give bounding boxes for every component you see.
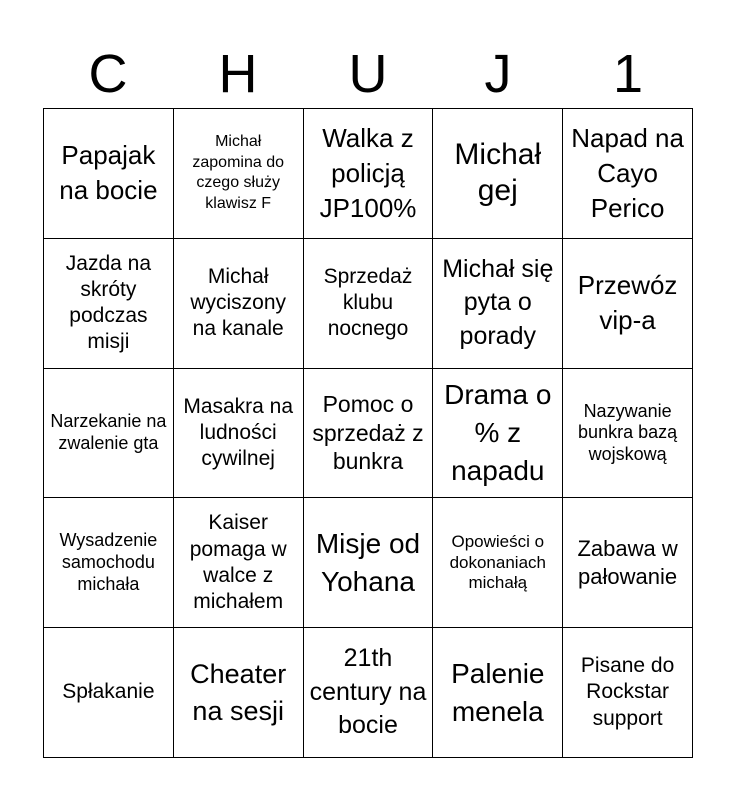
cell-text: Kaiser pomaga w walce z michałem: [189, 511, 287, 614]
cell-text: Cheater na sesji: [190, 659, 287, 726]
bingo-cell[interactable]: [174, 498, 304, 628]
cell-text: Sprzedaż klubu nocnego: [323, 264, 413, 341]
bingo-cell[interactable]: [563, 109, 693, 239]
bingo-cell[interactable]: [44, 109, 174, 239]
cell-text: Michał wyciszony na kanale: [190, 264, 287, 341]
bingo-cell[interactable]: [433, 239, 563, 369]
bingo-cell[interactable]: [44, 239, 174, 369]
cell-text: Spłakanie: [62, 680, 155, 704]
cell-text: Misje od Yohana: [315, 527, 421, 597]
bingo-cell[interactable]: [174, 239, 304, 369]
bingo-cell[interactable]: [304, 498, 434, 628]
bingo-cell[interactable]: [433, 628, 563, 758]
cell-text: Jazda na skróty podczas misji: [65, 251, 151, 354]
cell-text: Michał zapomina do czego służy klawisz F: [192, 132, 284, 213]
cell-text: Pisane do Rockstar support: [580, 654, 675, 730]
cell-text: Wysadzenie samochodu michała: [59, 530, 158, 594]
bingo-cell[interactable]: [563, 369, 693, 499]
bingo-cell[interactable]: [563, 239, 693, 369]
bingo-cell[interactable]: [433, 498, 563, 628]
bingo-cell[interactable]: [174, 109, 304, 239]
cell-text: Przewóz vip-a: [577, 270, 678, 336]
bingo-cell[interactable]: [44, 628, 174, 758]
bingo-cell[interactable]: [433, 369, 563, 499]
bingo-cell[interactable]: [44, 369, 174, 499]
bingo-header: [43, 40, 693, 108]
cell-text: Michał gej: [454, 137, 542, 208]
cell-text: Pomoc o sprzedaż z bunkra: [312, 390, 424, 475]
bingo-cell[interactable]: [304, 369, 434, 499]
bingo-cell[interactable]: [563, 628, 693, 758]
header-letter-3: U: [348, 44, 388, 104]
bingo-cell[interactable]: [174, 369, 304, 499]
cell-text: Opowieści o dokonaniach michałą: [449, 532, 546, 592]
cell-text: Palenie menela: [451, 657, 545, 727]
cell-text: Napad na Cayo Perico: [571, 122, 684, 223]
cell-text: Masakra na ludności cywilnej: [183, 394, 294, 471]
cell-text: 21th century na bocie: [309, 643, 427, 740]
cell-text: Nazywanie bunkra bazą wojskową: [578, 400, 678, 464]
cell-text: Papajak na bocie: [59, 140, 158, 206]
header-letter-2: H: [218, 44, 258, 104]
bingo-cell[interactable]: [44, 498, 174, 628]
header-letter-4: J: [484, 44, 512, 104]
bingo-cell[interactable]: [304, 109, 434, 239]
bingo-cell[interactable]: [174, 628, 304, 758]
cell-text: Narzekanie na zwalenie gta: [50, 411, 167, 453]
bingo-cell[interactable]: [304, 239, 434, 369]
bingo-cell[interactable]: [563, 498, 693, 628]
cell-text: Walka z policją JP100%: [319, 122, 417, 223]
cell-text: Michał się pyta o porady: [442, 254, 554, 351]
header-letter-5: 1: [612, 44, 644, 104]
bingo-cell[interactable]: [433, 109, 563, 239]
bingo-grid: [43, 108, 693, 758]
bingo-cell[interactable]: [304, 628, 434, 758]
header-letter-1: C: [88, 44, 128, 104]
cell-text: Zabawa w pałowanie: [577, 536, 678, 589]
cell-text: Drama o % z napadu: [444, 379, 552, 486]
